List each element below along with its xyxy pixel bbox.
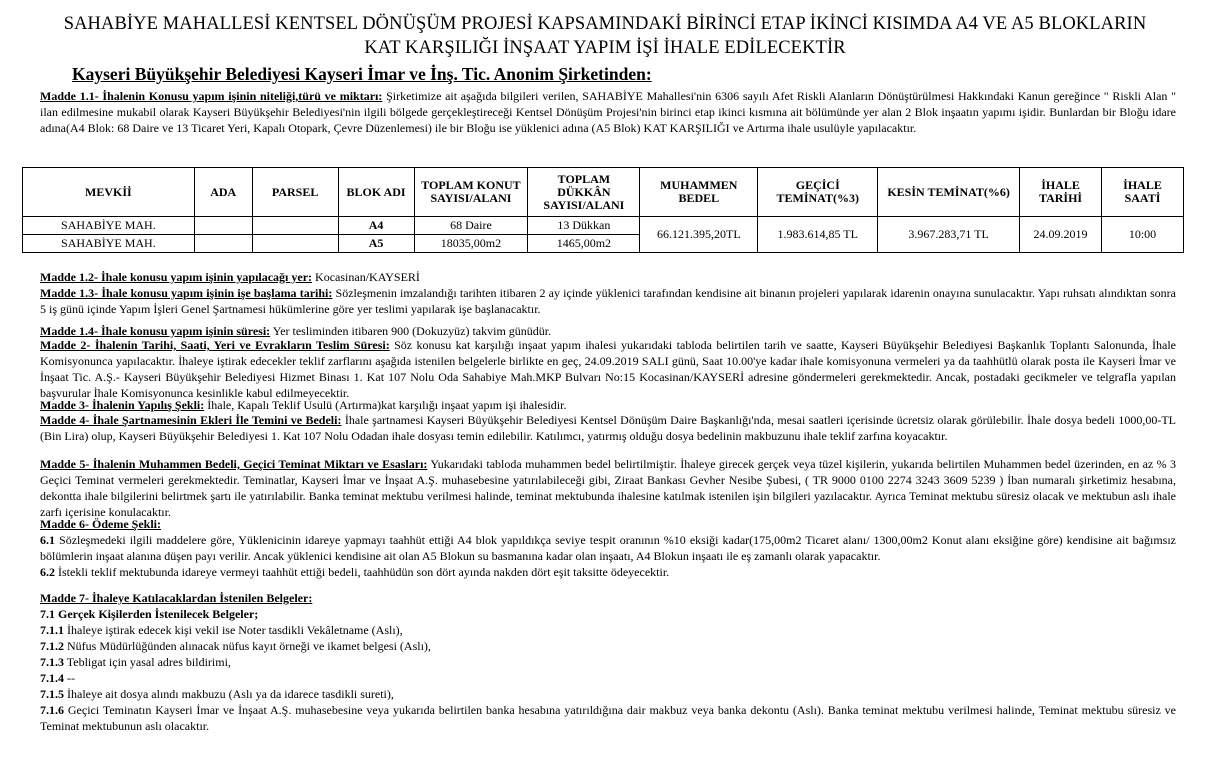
cell-dukkan: 13 Dükkan <box>528 217 640 235</box>
madde-1-1 <box>40 88 1176 136</box>
table-header-row <box>23 168 1184 217</box>
list-item <box>40 702 1176 734</box>
list-item <box>40 686 1176 702</box>
madde-1-2 <box>40 269 1176 285</box>
madde-1-3-heading: Madde 1.3- İhale konusu yapım işinin işe başlama tarihi: <box>40 286 333 300</box>
madde-6-1-text: Sözleşmedeki ilgili maddelere göre, Yüklenicinin idareye yapmayı taahhüt ettiği A4 blok yapıldıkça seviye tespit oranının %10 eksiği kadar(175,00m2 Ticaret alanı/ 1300,00m2 Konut alanı eksiğine göre) kendisine ait bağımsız bölümlerin inşaat alanına düşen payı verilir. Ancak yüklenici kendisine ait olan A5 Blokun su basmanına kadar olan inşaatı, A4 Blokun inşaatı ile eş zamanlı olarak yapacaktır. <box>40 533 1176 563</box>
madde-7-1-heading: 7.1 Gerçek Kişilerden İstenilecek Belgeler; <box>40 607 259 621</box>
madde-6 <box>40 516 1176 580</box>
cell-ada <box>194 235 252 253</box>
item-text: -- <box>64 671 75 685</box>
subtitle: Kayseri Büyükşehir Belediyesi Kayseri İmar ve İnş. Tic. Anonim Şirketinden: <box>72 64 652 84</box>
item-text: Tebligat için yasal adres bildirimi, <box>64 655 231 669</box>
list-item <box>40 622 1176 638</box>
item-number: 7.1.2 <box>40 639 64 653</box>
madde-1-3 <box>40 285 1176 317</box>
header-ada: ADA <box>194 168 252 217</box>
madde-1-4-heading: Madde 1.4- İhale konusu yapım işinin süresi: <box>40 324 271 338</box>
header-mevki: MEVKİİ <box>23 168 195 217</box>
madde-4-heading: Madde 4- İhale Şartnamesinin Ekleri İle Temini ve Bedeli: <box>40 413 342 427</box>
madde-1-4-text: Yer tesliminden itibaren 900 (Dokuzyüz) takvim günüdür. <box>270 324 552 338</box>
list-item <box>40 670 1176 686</box>
header-konut: TOPLAM KONUT SAYISI/ALANI <box>414 168 528 217</box>
title-line-1: SAHABİYE MAHALLESİ KENTSEL DÖNÜŞÜM PROJESİ KAPSAMINDAKİ BİRİNCİ ETAP İKİNCİ KISIMDA A4 VE A5 BLOKLARIN <box>63 14 1147 34</box>
madde-3-text: İhale, Kapalı Teklif Usulü (Artırma)kat karşılığı inşaat yapım işi ihalesidir. <box>204 398 567 412</box>
madde-1-1-heading: Madde 1.1- İhalenin Konusu yapım işinin niteliği,türü ve miktarı: <box>40 89 383 103</box>
header-kesin: KESİN TEMİNAT(%6) <box>878 168 1020 217</box>
madde-7-heading: Madde 7- İhaleye Katılacaklardan İstenilen Belgeler: <box>40 591 313 605</box>
header-tarih: İHALE TARİHİ <box>1020 168 1102 217</box>
madde-7 <box>40 590 1176 734</box>
madde-6-heading: Madde 6- Ödeme Şekli: <box>40 517 161 531</box>
madde-6-2-text: İstekli teklif mektubunda idareye vermeyi taahhüt ettiği bedeli, taahhüdün son dört ayında nakden dört eşit taksitte ödeyecektir. <box>55 565 670 579</box>
cell-blok: A4 <box>338 217 414 235</box>
madde-3-heading: Madde 3- İhalenin Yapılış Şekli: <box>40 398 205 412</box>
cell-tarih: 24.09.2019 <box>1020 217 1102 253</box>
madde-2 <box>40 337 1176 401</box>
madde-3 <box>40 397 1176 413</box>
item-number: 7.1.1 <box>40 623 64 637</box>
madde-2-heading: Madde 2- İhalenin Tarihi, Saati, Yeri ve Evrakların Teslim Süresi: <box>40 338 390 352</box>
header-saat: İHALE SAATİ <box>1102 168 1184 217</box>
cell-mevki: SAHABİYE MAH. <box>23 217 195 235</box>
tender-table-wrapper <box>22 167 1184 253</box>
madde-1-1-text: Şirketimize ait aşağıda bilgileri verilen, SAHABİYE Mahallesi'nin 6306 sayılı Afet Riskli Alanların Dönüştürülmesi Hakkındaki Kanun gereğince " Riskli Alan " ilan edilmesine mukabil olarak Kayseri Büyükşehir Belediyesi'nin ilgili bölgede gerçekleştireceği Kentsel Dönüşüm Projesi'nin birinci etap ikinci kısmına ait bölümünde yer alan 2 Blok inşaatın yapımı işidir. Bunlardan bir Bloğu idare adına(A4 Blok: 68 Daire ve 13 Ticaret Yeri, Kapalı Otopark, Çevre Düzenlemesi) ile bir Bloğu ise yüklenici adına (A5 Blok) KAT KARŞILIĞI ve Artırma ihale usulüyle yapılacaktır. <box>40 89 1176 135</box>
header-dukkan: TOPLAM DÜKKÂN SAYISI/ALANI <box>528 168 640 217</box>
title-line-2: KAT KARŞILIĞI İNŞAAT YAPIM İŞİ İHALE EDİLECEKTİR <box>364 38 846 58</box>
item-number: 7.1.4 <box>40 671 64 685</box>
cell-ada <box>194 217 252 235</box>
madde-5 <box>40 456 1176 520</box>
madde-5-heading: Madde 5- İhalenin Muhammen Bedeli, Geçici Teminat Miktarı ve Esasları: <box>40 457 428 471</box>
cell-mevki: SAHABİYE MAH. <box>23 235 195 253</box>
madde-6-1-number: 6.1 <box>40 533 55 547</box>
madde-4-text: İhale şartnamesi Kayseri Büyükşehir Belediyesi Kentsel Dönüşüm Daire Başkanlığı'nda, mesai saatleri içerisinde ücretsiz olarak görülebilir. İhale dosya bedeli 1000,00-TL (Bin Lira) olup, Kayseri Büyükşehir Belediyesi 1. Kat 107 Nolu Odadan ihale dosyası temin edilebilir. Katılımcı, yatırmış olduğu dosya bedelinin makbuzunu ihale teklif zarfına koyacaktır. <box>40 413 1176 443</box>
cell-dukkan: 1465,00m2 <box>528 235 640 253</box>
header-gecici: GEÇİCİ TEMİNAT(%3) <box>758 168 878 217</box>
item-number: 7.1.3 <box>40 655 64 669</box>
cell-blok: A5 <box>338 235 414 253</box>
madde-5-text: Yukarıdaki tabloda muhammen bedel belirtilmiştir. İhaleye girecek gerçek veya tüzel kişilerin, yukarıda belirtilen Muhammen bedel üzerinden, en az % 3 Geçici Teminat vermeleri gerekmektedir. Teminatlar, Kayseri İmar ve İnşaat A.Ş. muhasebesine yatırılabileceği gibi, Ziraat Bankası Gevher Nesibe Şubesi, ( TR 9000 0100 2274 3243 3609 5239 ) İban numaralı şirketimiz hesabına, dekontta ihale bilgilerini belirtmek şartı ile yatırılabilir. Banka teminat mektubu verilmesi halinde, teminat mektubunda ihalesine katılmak istenilen işin bilgileri yazılacaktır. Ayrıca Teminat mektubu süresiz olacak ve mektubun aslı ihale zarfı içerisine konulacaktır. <box>40 457 1176 519</box>
madde-6-2 <box>40 564 1176 580</box>
list-item <box>40 654 1176 670</box>
item-text: İhaleye iştirak edecek kişi vekil ise Noter tasdikli Vekâletname (Aslı), <box>64 623 403 637</box>
madde-6-2-number: 6.2 <box>40 565 55 579</box>
madde-1-3-text: Sözleşmenin imzalandığı tarihten itibaren 2 ay içinde yüklenici tarafından kendisine ait binanın projeleri yapılarak idarenin onayına sunulacaktır. Yapı ruhsatı alındıktan sonra 5 iş günü içinde Yapım İşleri Genel Şartnamesi hükümlerine göre yer teslimi yapılarak işe başlanacaktır. <box>40 286 1176 316</box>
madde-2-text: Söz konusu kat karşılığı inşaat yapım ihalesi yukarıdaki tabloda belirtilen tarih ve saatte, Kayseri Büyükşehir Belediyesi Başkanlık Toplantı Salonunda, İhale Komisyonunca yapılacaktır. İhaleye iştirak edecekler teklif zarflarını aşağıda istenilen belgelerle birlikte en geç, 24.09.2019 SALI günü, Saat 10.00'ye kadar ihale komisyonuna vermeleri ya da taahhütlü olarak posta ile Kayseri İmar ve İnşaat Tic. A.Ş.- Kayseri Büyükşehir Belediyesi Hizmet Binası 1. Kat 107 Nolu Oda Sahabiye Mah.MKP Bulvarı No:15 Kocasinan/KAYSERİ adresine göndermeleri gerekmektedir. Ancak, postadaki gecikmeler ve telgrafla yapılan başvurular İhale Komisyonunca kesinlikle kabul edilmeyecektir. <box>40 338 1176 400</box>
header-parsel: PARSEL <box>252 168 338 217</box>
item-number: 7.1.6 <box>40 703 64 717</box>
cell-gecici: 1.983.614,85 TL <box>758 217 878 253</box>
item-text: Geçici Teminatın Kayseri İmar ve İnşaat A.Ş. muhasebesine veya yukarıda belirtilen banka hesabına yatırıldığına dair makbuz veya banka dekontu (Aslı). Banka teminat mektubu verilmesi halinde, Teminat mektubu süresiz ve Teminat mektubunun aslı olacaktır. <box>40 703 1176 733</box>
table-row <box>23 217 1184 235</box>
cell-konut: 68 Daire <box>414 217 528 235</box>
item-text: Nüfus Müdürlüğünden alınacak nüfus kayıt örneği ve ikamet belgesi (Aslı), <box>64 639 431 653</box>
cell-parsel <box>252 235 338 253</box>
madde-1-2-heading: Madde 1.2- İhale konusu yapım işinin yapılacağı yer: <box>40 270 313 284</box>
cell-konut: 18035,00m2 <box>414 235 528 253</box>
cell-saat: 10:00 <box>1102 217 1184 253</box>
tender-table <box>22 167 1184 253</box>
header-muhammen: MUHAMMEN BEDEL <box>640 168 758 217</box>
cell-kesin: 3.967.283,71 TL <box>878 217 1020 253</box>
cell-parsel <box>252 217 338 235</box>
item-text: İhaleye ait dosya alındı makbuzu (Aslı ya da idarece tasdikli sureti), <box>64 687 394 701</box>
madde-6-1 <box>40 532 1176 564</box>
madde-1-2-text: Kocasinan/KAYSERİ <box>312 270 420 284</box>
item-number: 7.1.5 <box>40 687 64 701</box>
madde-4 <box>40 412 1176 444</box>
cell-muhammen: 66.121.395,20TL <box>640 217 758 253</box>
header-blok: BLOK ADI <box>338 168 414 217</box>
list-item <box>40 638 1176 654</box>
